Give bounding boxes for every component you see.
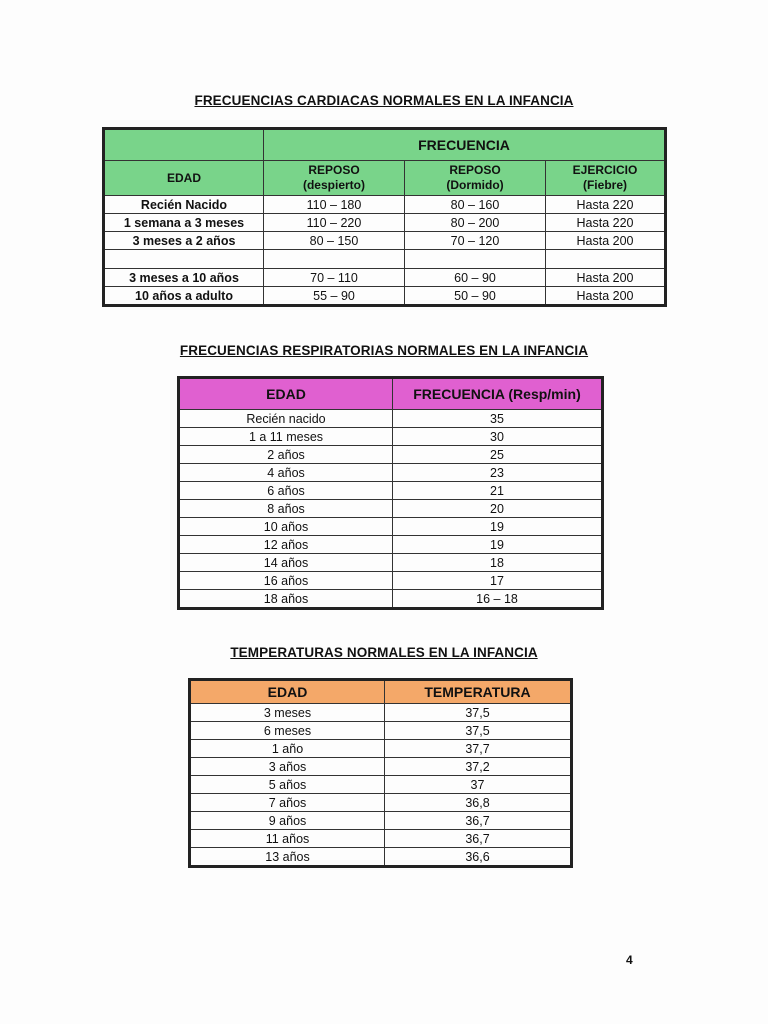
- table-cell: Hasta 220: [546, 214, 666, 232]
- table-cell: 11 años: [190, 830, 385, 848]
- table-cell: 36,6: [385, 848, 572, 867]
- table-cell: 110 – 220: [264, 214, 405, 232]
- rest-awake-label: REPOSO: [308, 163, 360, 177]
- table-cell: 7 años: [190, 794, 385, 812]
- table-cell: 37,7: [385, 740, 572, 758]
- table-cell: 35: [393, 410, 603, 428]
- frequency-group-header: FRECUENCIA: [264, 129, 666, 161]
- col-header-age: EDAD: [190, 680, 385, 704]
- table-cell: 21: [393, 482, 603, 500]
- table-cell: Hasta 220: [546, 196, 666, 214]
- exercise-label: EJERCICIO: [572, 163, 638, 177]
- respiratory-rate-table: [177, 376, 604, 610]
- table-cell: 16 años: [179, 572, 393, 590]
- table-row: [104, 287, 666, 306]
- table-cell: 55 – 90: [264, 287, 405, 306]
- table-cell: 36,7: [385, 830, 572, 848]
- table-cell: 19: [393, 536, 603, 554]
- table-row: [104, 269, 666, 287]
- table-cell: 18: [393, 554, 603, 572]
- table-cell: 80 – 200: [405, 214, 546, 232]
- rest-sleep-sub: (Dormido): [446, 178, 504, 192]
- table-cell: 6 años: [179, 482, 393, 500]
- table-cell: 12 años: [179, 536, 393, 554]
- heart-table-title: FRECUENCIAS CARDIACAS NORMALES EN LA INFANCIA: [194, 93, 574, 108]
- table-row: [179, 590, 603, 609]
- table-cell: 19: [393, 518, 603, 536]
- page-number: 4: [626, 953, 633, 967]
- table-row: [190, 830, 572, 848]
- table-cell: 20: [393, 500, 603, 518]
- table-row: [104, 196, 666, 214]
- table-cell: 9 años: [190, 812, 385, 830]
- table-cell: 18 años: [179, 590, 393, 609]
- table-cell: Hasta 200: [546, 269, 666, 287]
- table-row: [104, 232, 666, 250]
- table-cell: [264, 250, 405, 269]
- table-cell: 37,2: [385, 758, 572, 776]
- table-cell: 8 años: [179, 500, 393, 518]
- table-cell: 3 años: [190, 758, 385, 776]
- col-header-age: EDAD: [179, 378, 393, 410]
- table-cell: 16 – 18: [393, 590, 603, 609]
- heart-header-spacer: [104, 129, 264, 161]
- table-row: [179, 464, 603, 482]
- table-cell: 70 – 110: [264, 269, 405, 287]
- heart-rate-table: [102, 127, 667, 307]
- table-cell: [104, 250, 264, 269]
- table-cell: 3 meses a 2 años: [104, 232, 264, 250]
- table-cell: Hasta 200: [546, 232, 666, 250]
- table-row: [190, 740, 572, 758]
- col-header-frequency: FRECUENCIA (Resp/min): [393, 378, 603, 410]
- table-cell: 1 año: [190, 740, 385, 758]
- table-cell: 70 – 120: [405, 232, 546, 250]
- table-row: [190, 776, 572, 794]
- table-cell: 10 años a adulto: [104, 287, 264, 306]
- table-cell: 60 – 90: [405, 269, 546, 287]
- table-row: [179, 518, 603, 536]
- table-row: [190, 722, 572, 740]
- table-cell: 2 años: [179, 446, 393, 464]
- table-cell: 17: [393, 572, 603, 590]
- table-row: [179, 554, 603, 572]
- table-row: [190, 848, 572, 867]
- table-cell: [405, 250, 546, 269]
- table-row: [179, 446, 603, 464]
- table-cell: 37,5: [385, 722, 572, 740]
- table-row: [179, 536, 603, 554]
- table-cell: Recién Nacido: [104, 196, 264, 214]
- table-row: [190, 704, 572, 722]
- table-cell: 37: [385, 776, 572, 794]
- table-row: [179, 572, 603, 590]
- table-row: [179, 410, 603, 428]
- rest-awake-sub: (despierto): [302, 178, 365, 192]
- table-cell: 6 meses: [190, 722, 385, 740]
- table-cell: 50 – 90: [405, 287, 546, 306]
- col-header-temperature: TEMPERATURA: [385, 680, 572, 704]
- table-cell: 13 años: [190, 848, 385, 867]
- rest-sleep-label: REPOSO: [449, 163, 501, 177]
- temp-table-title: TEMPERATURAS NORMALES EN LA INFANCIA: [230, 645, 538, 660]
- table-cell: 25: [393, 446, 603, 464]
- col-header-exercise: [546, 161, 666, 196]
- table-cell: 14 años: [179, 554, 393, 572]
- table-row: [104, 214, 666, 232]
- table-cell: 3 meses a 10 años: [104, 269, 264, 287]
- table-cell: 4 años: [179, 464, 393, 482]
- resp-table-title: FRECUENCIAS RESPIRATORIAS NORMALES EN LA INFANCIA: [179, 343, 589, 358]
- col-header-rest-awake: [264, 161, 405, 196]
- table-row: [104, 250, 666, 269]
- table-cell: 1 semana a 3 meses: [104, 214, 264, 232]
- table-cell: 1 a 11 meses: [179, 428, 393, 446]
- table-cell: 80 – 160: [405, 196, 546, 214]
- table-row: [190, 794, 572, 812]
- table-cell: 36,7: [385, 812, 572, 830]
- table-cell: Recién nacido: [179, 410, 393, 428]
- table-row: [190, 812, 572, 830]
- table-cell: 30: [393, 428, 603, 446]
- table-row: [179, 500, 603, 518]
- table-cell: 3 meses: [190, 704, 385, 722]
- exercise-sub: (Fiebre): [582, 178, 627, 192]
- table-cell: 36,8: [385, 794, 572, 812]
- col-header-age: EDAD: [104, 161, 264, 196]
- table-cell: 80 – 150: [264, 232, 405, 250]
- table-cell: 110 – 180: [264, 196, 405, 214]
- table-row: [179, 482, 603, 500]
- table-cell: 23: [393, 464, 603, 482]
- temperature-table: [188, 678, 573, 868]
- table-cell: [546, 250, 666, 269]
- table-cell: Hasta 200: [546, 287, 666, 306]
- col-header-rest-sleep: [405, 161, 546, 196]
- table-cell: 10 años: [179, 518, 393, 536]
- table-row: [190, 758, 572, 776]
- table-row: [179, 428, 603, 446]
- table-cell: 5 años: [190, 776, 385, 794]
- table-cell: 37,5: [385, 704, 572, 722]
